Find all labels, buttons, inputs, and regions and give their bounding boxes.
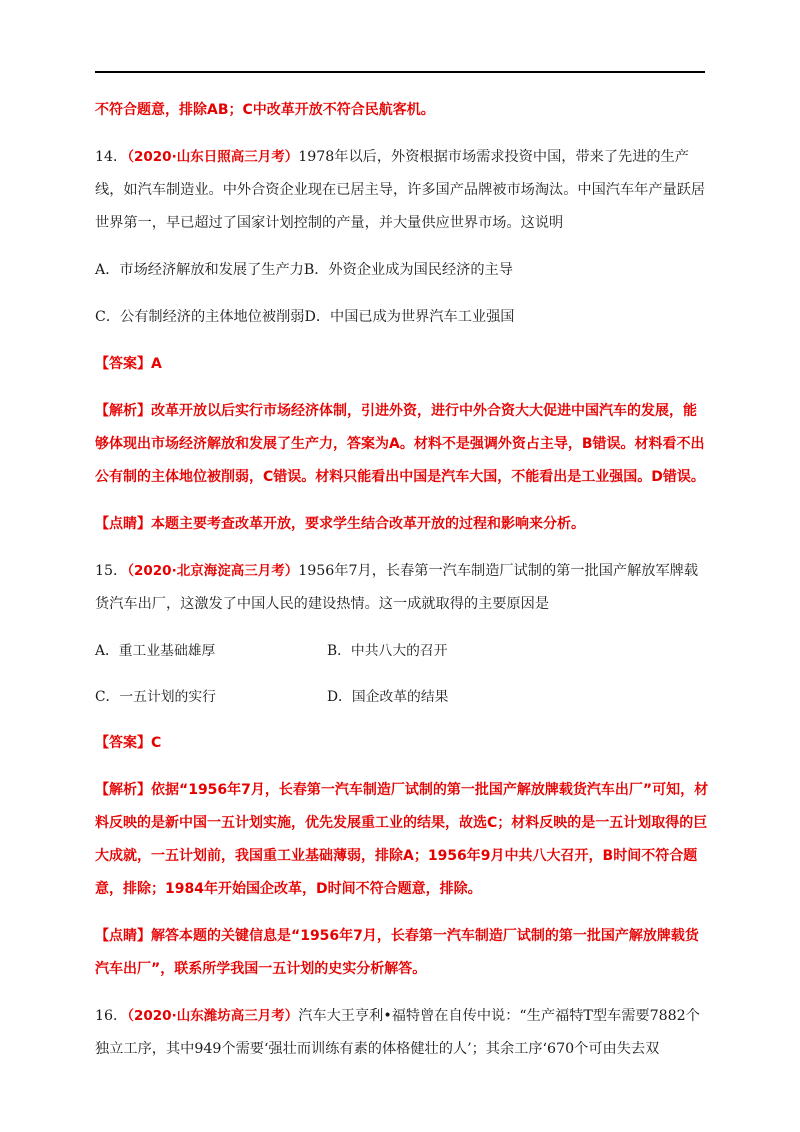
answer: 【答案】C: [95, 735, 162, 751]
option-a: A．市场经济解放和发展了生产力: [95, 262, 304, 278]
analysis: 【解析】依据“1956年7月，长春第一汽车制造厂试制的第一批国产解放牌载货汽车出厂”可知，材料反映的是新中国一五计划实施，优先发展重工业的结果，故选C；材料反映的是一五计划取得的巨大成就，一五计划前，我国重工业基础薄弱，排除A；1956年9月中共八大召开，B时间不符合题意，排除；1984年开始国企改革，D时间不符合题意，排除。: [95, 782, 709, 897]
question-number: 15．: [95, 563, 128, 579]
options-row-1: [95, 254, 710, 287]
option-b: B．外资企业成为国民经济的主导: [303, 262, 513, 278]
question-14: [95, 141, 710, 240]
question-source: （2020·北京海淀高三月考）: [127, 563, 299, 579]
question-15: [95, 555, 710, 621]
question-16: [95, 1000, 710, 1066]
option-c: C．公有制经济的主体地位被削弱: [95, 309, 305, 325]
analysis: 【解析】改革开放以后实行市场经济体制，引进外资，进行中外合资大大促进中国汽车的发展，能够体现出市场经济解放和发展了生产力，答案为A。材料不是强调外资占主导，B错误。材料看不出公有制的主体地位被削弱，C错误。材料只能看出中国是汽车大国，不能看出是工业强国。D错误。: [95, 403, 705, 485]
option-d: D．国企改革的结果: [327, 689, 449, 705]
answer: 【答案】A: [95, 356, 162, 372]
option-c: C．一五计划的实行: [95, 689, 216, 705]
option-d: D．中国已成为世界汽车工业强国: [304, 309, 515, 325]
option-a: A．重工业基础雄厚: [95, 643, 216, 659]
options-row-1: [95, 635, 710, 667]
options-row-2: [95, 301, 710, 334]
question-stem: 1956年7月，长春第一汽车制造厂试制的第一批国产解放军牌载货汽车出厂，这激发了中国人民的建设热情。这一成就取得的主要原因是: [95, 563, 699, 612]
previous-answer-tail: 不符合题意，排除AB；C中改革开放不符合民航客机。: [95, 102, 435, 118]
header-rule: [95, 71, 705, 73]
document-body: [95, 94, 710, 1066]
comment: 【点睛】解答本题的关键信息是“1956年7月，长春第一汽车制造厂试制的第一批国产解放牌载货汽车出厂”，联系所学我国一五计划的史实分析解答。: [95, 928, 699, 977]
question-source: （2020·山东日照高三月考）: [127, 149, 299, 165]
question-number: 16．: [95, 1008, 128, 1024]
question-number: 14．: [95, 149, 128, 165]
question-stem: 1978年以后，外资根据市场需求投资中国，带来了先进的生产线，如汽车制造业。中外合资企业现在已居主导，许多国产品牌被市场淘汰。中国汽车年产量跃居世界第一，早已超过了国家计划控制的产量，并大量供应世界市场。这说明: [95, 149, 706, 231]
comment: 【点睛】本题主要考查改革开放，要求学生结合改革开放的过程和影响来分析。: [95, 516, 585, 532]
option-b: B．中共八大的召开: [327, 643, 448, 659]
question-source: （2020·山东潍坊高三月考）: [127, 1008, 299, 1024]
question-stem: 汽车大王亨利•福特曾在自传中说：“生产福特T型车需要7882个独立工序，其中949个需要‘强壮而训练有素的体格健壮的人’；其余工序‘670个可由失去双: [95, 1008, 700, 1057]
options-row-2: [95, 681, 710, 713]
